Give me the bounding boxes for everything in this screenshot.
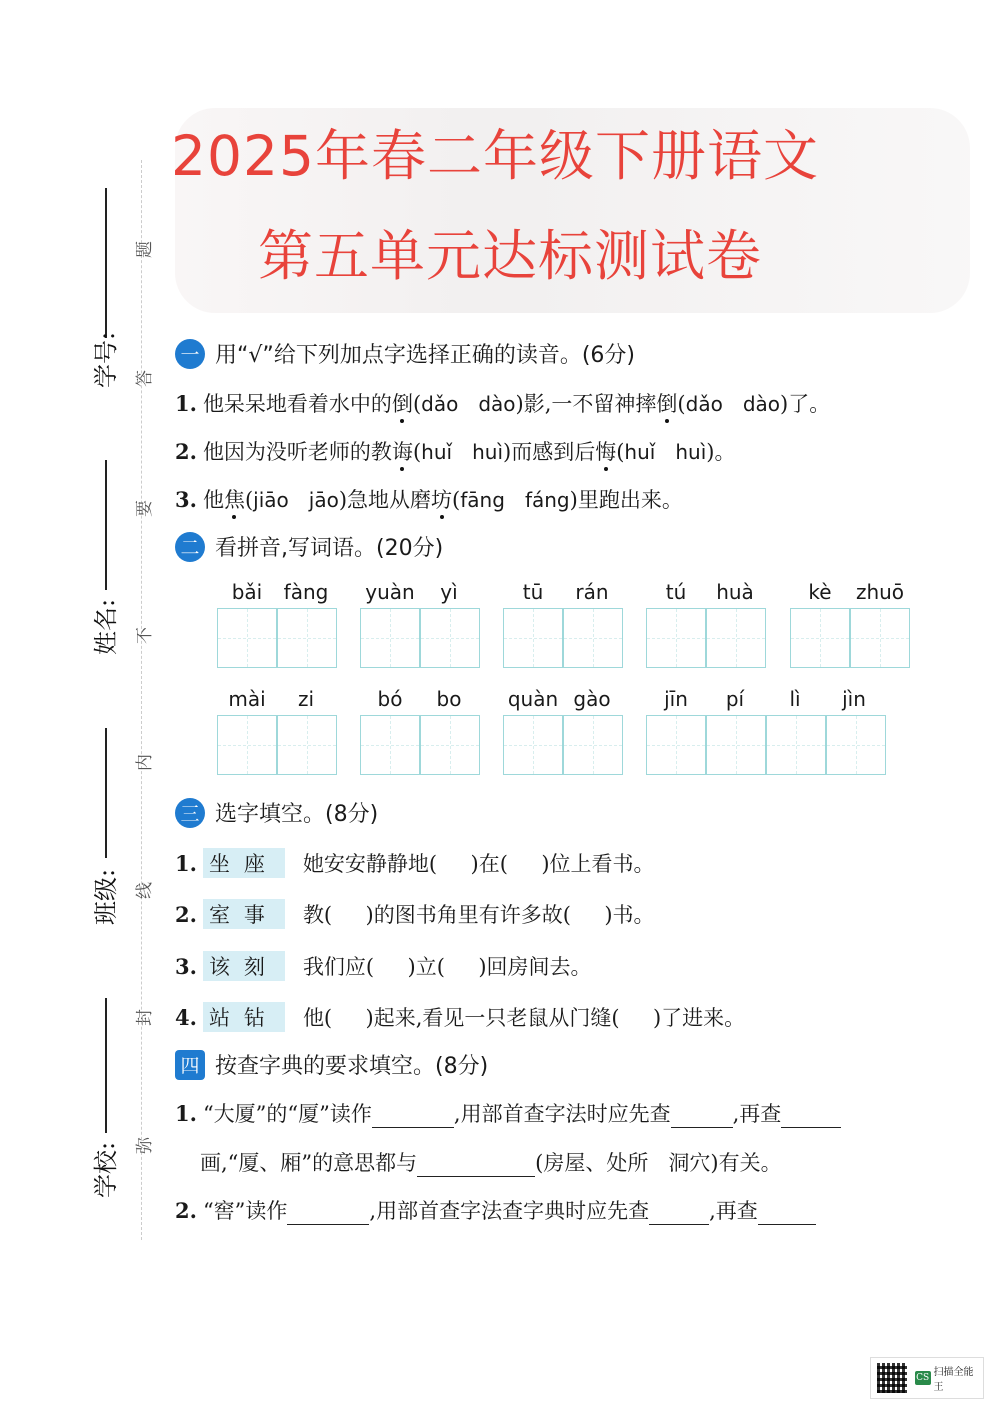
pinyin-label: gào [573, 687, 611, 711]
answer-blank[interactable] [649, 1204, 709, 1225]
pinyin-option[interactable]: dào [478, 392, 516, 416]
pinyin-label: bǎi [231, 580, 263, 604]
pinyin-label: bó [377, 687, 403, 711]
section-1-header [175, 338, 635, 369]
writing-grid[interactable] [503, 715, 623, 775]
section-badge: 一 [175, 339, 205, 369]
seal-char: 题 [135, 241, 155, 258]
xuexiao-line [105, 998, 107, 1133]
pinyin-label: pí [725, 687, 745, 711]
xuehao-label: 学号: [92, 331, 120, 388]
camscanner-logo-icon: CS [916, 1373, 930, 1383]
seal-char: 线 [135, 882, 155, 899]
pinyin-option[interactable]: dǎo [685, 392, 723, 416]
xuexiao-label: 学校: [92, 1141, 120, 1198]
pinyin-option[interactable]: huì [675, 440, 707, 464]
section-2-header [175, 531, 443, 562]
pinyin-label: tū [522, 580, 544, 604]
section-title: 按查字典的要求填空。(8分) [215, 1054, 489, 1079]
pinyin-label: tú [665, 580, 687, 604]
char-choices: 坐座 [203, 848, 285, 878]
seal-char: 答 [135, 370, 155, 387]
writing-grid[interactable] [360, 608, 480, 668]
pinyin-label: yì [440, 580, 458, 604]
q3-line-2: 2. 室事 教( )的图书角里有许多故( )书。 [175, 899, 655, 929]
q3-line-1: 1. 坐座 她安安静静地( )在( )位上看书。 [175, 848, 655, 878]
q3-line-3: 3. 该刻 我们应( )立( )回房间去。 [175, 951, 592, 981]
q3-line-4: 4. 站钻 他( )起来,看见一只老鼠从门缝( )了进来。 [175, 1002, 745, 1032]
pinyin-option[interactable]: jiāo [253, 488, 289, 512]
pinyin-option[interactable]: fāng [460, 488, 505, 512]
pinyin-label: huà [716, 580, 754, 604]
char-choices: 站钻 [203, 1002, 285, 1032]
scanner-label: 扫描全能王 [933, 1367, 974, 1393]
pinyin-label: rán [575, 580, 609, 604]
pinyin-option[interactable]: jāo [308, 488, 339, 512]
pinyin-label: mài [228, 687, 266, 711]
q1-line-3: 3. 他焦(jiāo jāo)急地从磨坊(fāng fáng)里跑出来。 [175, 487, 683, 512]
pinyin-label: jìn [842, 687, 866, 711]
seal-char: 弥 [135, 1137, 155, 1154]
writing-grid[interactable] [503, 608, 623, 668]
banji-label: 班级: [92, 868, 120, 925]
pinyin-label: fàng [283, 580, 329, 604]
answer-blank[interactable] [758, 1204, 816, 1225]
pinyin-option[interactable]: fáng [524, 488, 570, 512]
writing-grid[interactable] [217, 715, 337, 775]
writing-grid[interactable] [790, 608, 910, 668]
pinyin-option[interactable]: huǐ [624, 440, 656, 464]
char-choices: 该刻 [203, 951, 285, 981]
pinyin-label: jīn [664, 687, 688, 711]
pinyin-label: kè [808, 580, 832, 604]
pinyin-option[interactable]: dào [742, 392, 781, 416]
answer-blank[interactable] [781, 1107, 841, 1128]
pinyin-label: lì [789, 687, 801, 711]
section-title: 用“√”给下列加点字选择正确的读音。(6分) [215, 343, 635, 368]
q4-line-2: 2. “窖”读作 ,用部首查字法查字典时应先查 ,再查 [175, 1195, 816, 1225]
seal-dashed-line [141, 160, 142, 1240]
pinyin-label: bo [436, 687, 462, 711]
xingming-label: 姓名: [92, 598, 120, 655]
answer-blank[interactable] [417, 1156, 535, 1177]
pinyin-label: zhuō [855, 580, 905, 604]
pinyin-option[interactable]: dǎo [421, 392, 459, 416]
writing-grid[interactable] [217, 608, 337, 668]
pinyin-label: quàn [507, 687, 559, 711]
writing-grid[interactable] [646, 608, 766, 668]
page-title-line2: 第五单元达标测试卷 [257, 224, 762, 288]
section-badge: 四 [175, 1050, 205, 1080]
writing-grid[interactable] [360, 715, 480, 775]
pinyin-label: yuàn [365, 580, 415, 604]
q1-line-2: 2. 他因为没听老师的教诲(huǐ huì)而感到后悔(huǐ huì)。 [175, 439, 736, 464]
section-title: 选字填空。(8分) [215, 802, 379, 827]
pinyin-option[interactable]: huì [472, 440, 504, 464]
scanner-watermark [870, 1357, 984, 1399]
section-title: 看拼音,写词语。(20分) [215, 536, 444, 561]
pinyin-label: zi [297, 687, 315, 711]
char-choices: 室事 [203, 899, 285, 929]
qr-code-icon [877, 1363, 907, 1393]
section-3-header [175, 797, 378, 828]
q4-line-1: 1. “大厦”的“厦”读作 ,用部首查字法时应先查 ,再查 [175, 1098, 841, 1128]
writing-grid[interactable] [646, 715, 886, 775]
page-title-line1: 2025年春二年级下册语文 [171, 124, 819, 188]
banji-line [105, 728, 107, 858]
pinyin-option[interactable]: huǐ [421, 440, 453, 464]
answer-blank[interactable] [671, 1107, 733, 1128]
seal-char: 不 [135, 627, 155, 644]
q1-line-1: 1. 他呆呆地看着水中的倒(dǎo dào)影,一不留神摔倒(dǎo dào)了。 [175, 391, 831, 416]
answer-blank[interactable] [372, 1107, 454, 1128]
seal-char: 要 [135, 500, 155, 517]
answer-blank[interactable] [287, 1204, 369, 1225]
q4-line-1b: 画,“厦、厢”的意思都与 (房屋、处所 洞穴)有关。 [200, 1151, 782, 1175]
section-4-header [175, 1049, 488, 1080]
seal-char: 封 [135, 1009, 155, 1026]
xuehao-line [105, 188, 107, 338]
seal-char: 内 [135, 754, 155, 771]
section-badge: 三 [175, 798, 205, 828]
xingming-line [105, 460, 107, 590]
section-badge: 二 [175, 532, 205, 562]
